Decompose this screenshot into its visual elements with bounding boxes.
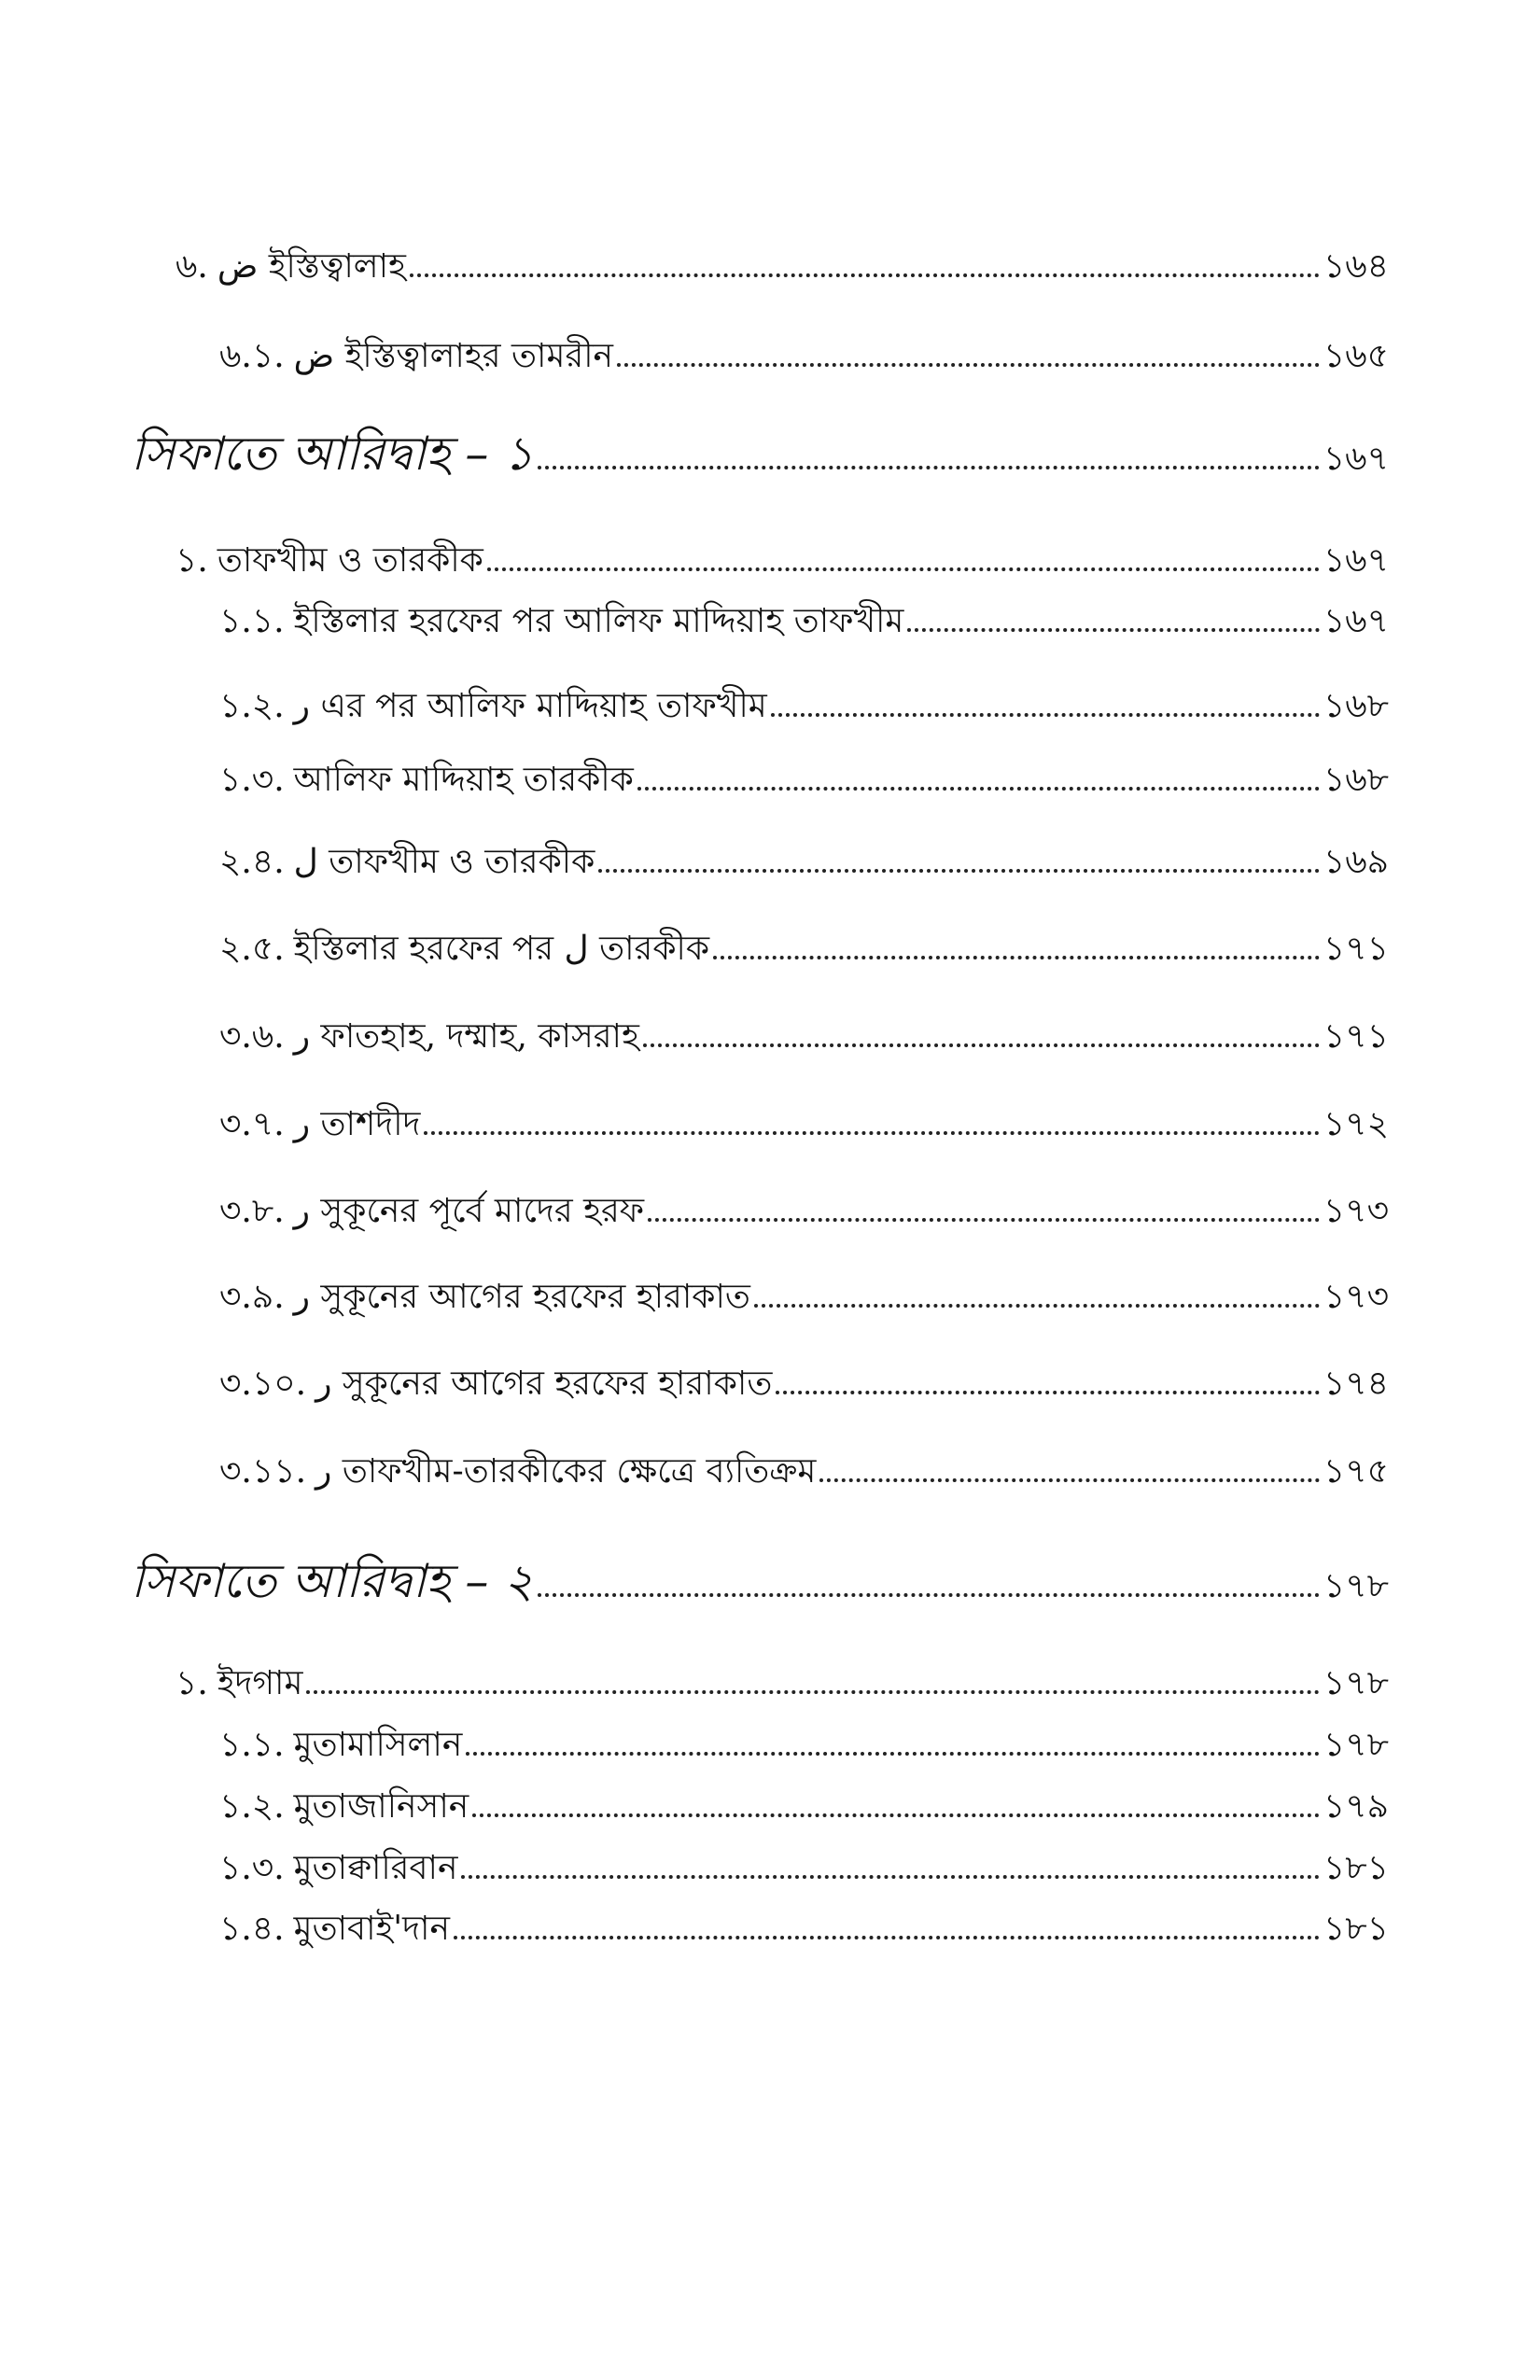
dot-leader [461, 1875, 1319, 1879]
dot-leader [637, 787, 1320, 791]
toc-entry-page: ১৬৫ [1323, 337, 1389, 375]
toc-entry-title: ض ইস্তিত্বালাহ [217, 247, 406, 286]
toc-entry-number: ৩.৮. [219, 1192, 285, 1230]
toc-entry[interactable] [219, 334, 1389, 379]
toc-entry-page: ১৭৮ [1323, 1664, 1389, 1702]
dot-leader [598, 869, 1320, 873]
toc-entry-title: মুতামাসিলান [293, 1726, 463, 1764]
dot-leader [643, 1043, 1320, 1047]
toc-entry-page: ১৭৮ [1323, 1567, 1389, 1605]
dot-leader [538, 1593, 1320, 1597]
dot-leader [819, 1478, 1320, 1482]
toc-entry-title: ر তাশদীদ [293, 1105, 421, 1143]
toc-entry-number: ১.১. [219, 1726, 285, 1764]
toc-entry-page: ১৮১ [1323, 1849, 1389, 1887]
toc-entry-page: ১৭৫ [1323, 1452, 1389, 1491]
toc-entry[interactable] [219, 1449, 1389, 1494]
toc-entry-number: ১.৩. [219, 1849, 285, 1887]
toc-entry-page: ১৭৯ [1323, 1787, 1389, 1826]
toc-entry-title: ر সুকূনের পূর্বে মাদের হরফ [293, 1192, 645, 1230]
toc-entry-number: ৩.১০. [219, 1365, 307, 1403]
toc-entry-page: ১৭১ [1323, 1017, 1389, 1056]
toc-entry-page: ১৬৭ [1323, 602, 1389, 640]
toc-entry-title: ر ফাতহাহ, দম্মাহ, কাসরাহ [293, 1017, 639, 1056]
dot-leader [754, 1304, 1320, 1308]
toc-entry[interactable] [175, 539, 1389, 583]
toc-entry-page: ১৬৭ [1323, 440, 1389, 478]
dot-leader [776, 1391, 1320, 1394]
toc-entry-number: ১.২. [219, 1787, 285, 1826]
toc-entry-number: ৩.৯. [219, 1278, 285, 1316]
toc-entry-page: ১৭৪ [1323, 1365, 1389, 1403]
toc-entry-page: ১৬৮ [1323, 761, 1389, 799]
toc-entry-title: ر সুকূনের আগের হরফের হারাকাত [315, 1365, 773, 1403]
toc-entry-title: মুতাজানিসান [293, 1787, 469, 1826]
toc-entry[interactable] [219, 1275, 1389, 1320]
dot-leader [466, 1752, 1320, 1756]
toc-chapter-entry[interactable] [131, 426, 1389, 487]
dot-leader [713, 956, 1320, 959]
dot-leader [410, 273, 1320, 277]
dot-leader [771, 713, 1320, 717]
toc-entry[interactable] [219, 927, 1389, 972]
dot-leader [306, 1690, 1319, 1694]
toc-entry[interactable] [219, 1102, 1389, 1147]
toc-chapter-title: সিফাতে আরিদ্বাহ – ২ [131, 1554, 534, 1608]
toc-entry-number: ২.৪. [219, 843, 285, 881]
toc-entry-title: আলিফ মাদ্দিয়াহ তারকীক [293, 761, 634, 799]
toc-entry-title: তাফখীম ও তারকীক [217, 541, 483, 580]
toc-entry-number: ১.২. [219, 687, 285, 725]
toc-entry[interactable] [219, 1846, 1389, 1891]
toc-entry[interactable] [175, 245, 1389, 289]
toc-entry[interactable] [175, 1661, 1389, 1706]
toc-entry-page: ১৭৩ [1323, 1278, 1389, 1316]
toc-entry-page: ১৭২ [1323, 1105, 1389, 1143]
toc-entry-page: ১৭৩ [1323, 1192, 1389, 1230]
toc-entry-number: ১.৩. [219, 761, 285, 799]
toc-entry-number: ৩.১১. [219, 1452, 307, 1491]
toc-entry[interactable] [219, 1723, 1389, 1768]
toc-entry-number: ৩.৭. [219, 1105, 285, 1143]
toc-entry[interactable] [219, 1015, 1389, 1059]
toc-entry-page: ১৮১ [1323, 1910, 1389, 1948]
toc-entry-number: ৬. [175, 247, 208, 286]
toc-entry-page: ১৬৮ [1323, 687, 1389, 725]
toc-entry-page: ১৬৭ [1323, 541, 1389, 580]
toc-entry-page: ১৭১ [1323, 930, 1389, 968]
toc-entry-title: ض ইস্তিত্বালাহর তামরীন [293, 337, 614, 375]
toc-chapter-entry[interactable] [131, 1553, 1389, 1615]
dot-leader [648, 1218, 1320, 1222]
toc-entry-page: ১৬৪ [1323, 247, 1389, 286]
toc-entry-number: ১. [175, 541, 208, 580]
toc-entry-number: ৬.১. [219, 337, 285, 375]
toc-entry-page: ১৬৯ [1323, 843, 1389, 881]
toc-entry-title: ر তাফখীম-তারকীকের ক্ষেত্রে ব্যতিক্রম [315, 1452, 817, 1491]
toc-entry-title: ইদগাম [217, 1664, 303, 1702]
toc-entry-title: ر এর পর আলিফ মাদ্দিয়াহ তাফখীম [293, 687, 767, 725]
dot-leader [617, 363, 1320, 367]
toc-entry-page: ১৭৮ [1323, 1726, 1389, 1764]
dot-leader [487, 567, 1320, 571]
toc-entry-title: ইস্তিলার হরফের পর ل তারকীক [293, 930, 710, 968]
toc-entry-number: ১. [175, 1664, 208, 1702]
toc-entry[interactable] [219, 1785, 1389, 1829]
toc-entry-number: ১.১. [219, 602, 285, 640]
dot-leader [424, 1131, 1319, 1135]
toc-chapter-title: সিফাতে আরিদ্বাহ – ১ [131, 427, 534, 481]
toc-entry[interactable] [219, 758, 1389, 803]
toc-entry-title: ইস্তিলার হরফের পর আলিফ মাদ্দিয়াহ তাফখীম [293, 602, 904, 640]
toc-entry-number: ৩.৬. [219, 1017, 285, 1056]
toc-entry-number: ১.৪. [219, 1910, 285, 1948]
dot-leader [454, 1936, 1320, 1939]
toc-entry-title: মুতাক্বারিবান [293, 1849, 458, 1887]
toc-entry[interactable] [219, 840, 1389, 885]
toc-entry[interactable] [219, 1907, 1389, 1952]
toc-entry[interactable] [219, 1362, 1389, 1407]
dot-leader [907, 628, 1319, 632]
toc-entry[interactable] [219, 1189, 1389, 1234]
dot-leader [472, 1813, 1320, 1817]
toc-entry-number: ২.৫. [219, 930, 285, 968]
dot-leader [538, 466, 1320, 469]
toc-entry-title: মুতাবাই'দান [293, 1910, 450, 1948]
toc-entry-title: ر সুকূনের আগের হরফের হারাকাত [293, 1278, 750, 1316]
toc-entry-title: ل তাফখীম ও তারকীক [293, 843, 595, 881]
toc-entry[interactable] [219, 599, 1389, 644]
toc-entry[interactable] [219, 684, 1389, 729]
